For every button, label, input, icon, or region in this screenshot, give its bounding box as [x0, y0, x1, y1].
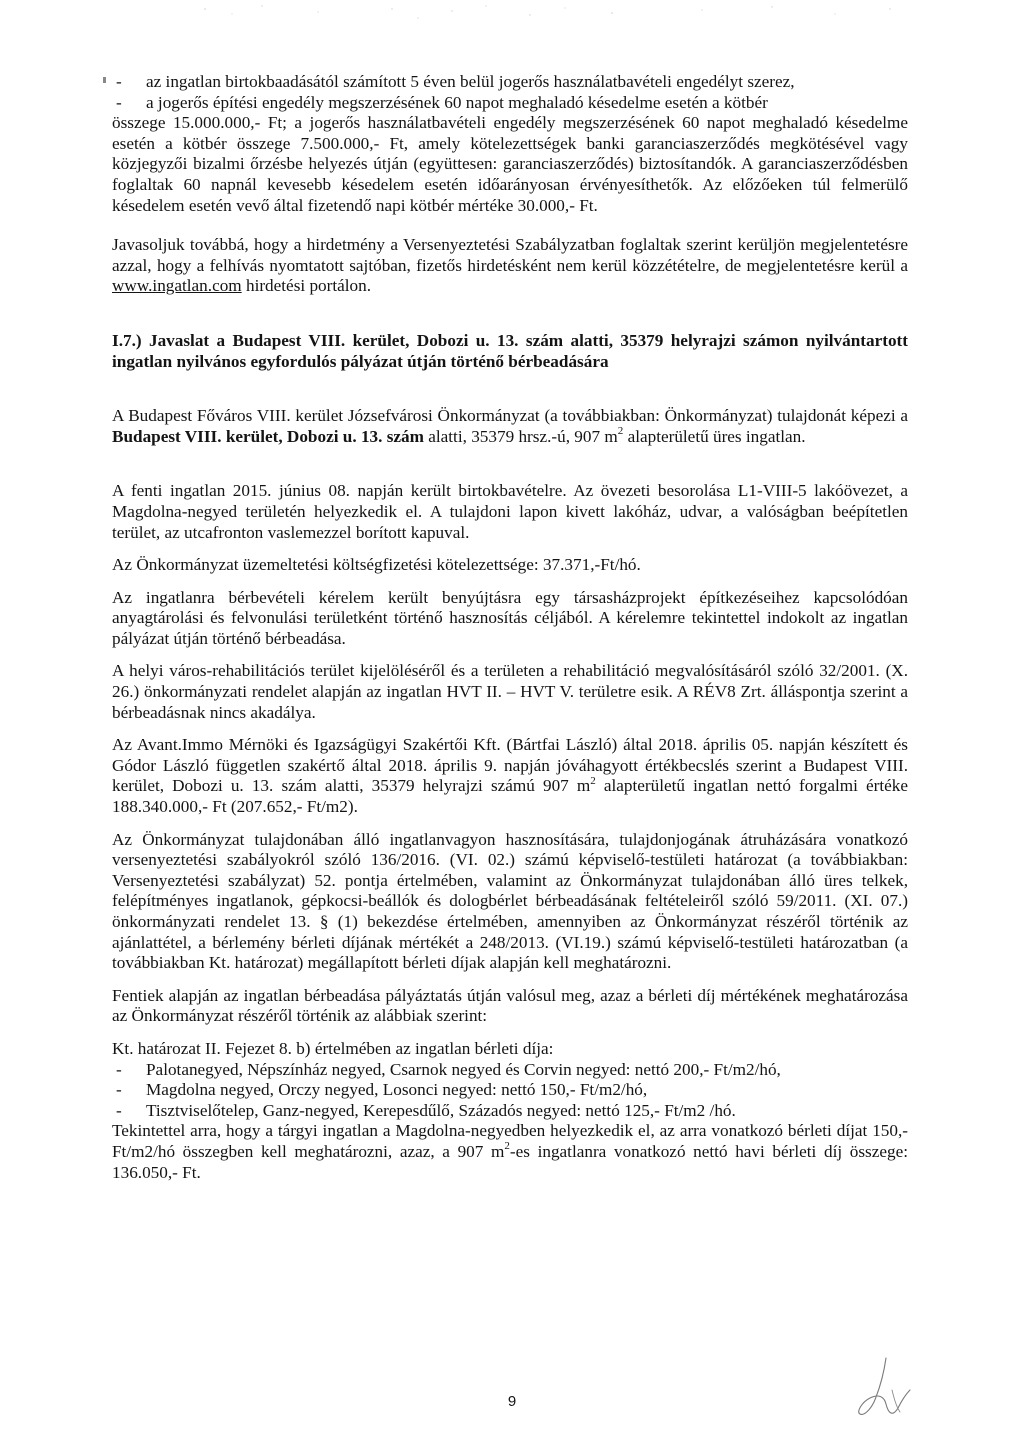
superscript: 2: [504, 1140, 510, 1153]
possession-paragraph: A fenti ingatlan 2015. június 08. napján került birtokbavételre. Az övezeti besorolása L1-VIII-5 lakóövezet, a Magdolna-negyed területén helyezkedik el. A tulajdoni lapon kivett lakóház, udvar, a valóságban beépítetlen terület, az utcafronton vaslemezzel borított kapuval.: [112, 481, 908, 542]
list-item-text: a jogerős építési engedély megszerzésének 60 napot meghaladó késedelme esetén a kötbér: [146, 92, 768, 112]
dash-bullet: -: [116, 1100, 122, 1120]
rent-list-item: [112, 1060, 908, 1081]
rules-paragraph: Az Önkormányzat tulajdonában álló ingatlanvagyon hasznosítására, tulajdonjogának átruházására vonatkozó versenyeztetési szabályokról szóló 136/2016. (VI. 02.) számú képviselő-testületi határozat (a továbbiakban: Versenyeztetési szabályzat) 52. pontja értelmében, valamint az Önkormányzat tulajdonában álló üres telkek, felépítményes ingatlanok, gépkocsi-beállók és dologbérlet bérbeadásának feltételeiről szóló 59/2011. (XI. 07.) önkormányzati rendelet 13. § (1) bekezdése értelmében, amennyiben az Önkormányzat részéről történik az ajánlattétel, a bérlemény bérleti díjának mértékét a 248/2013. (VI.19.) számú képviselő-testületi határozatban (a továbbiakban Kt. határozat) megállapított bérleti díjak alapján kell meghatározni.: [112, 829, 908, 973]
portal-link[interactable]: www.ingatlan.com: [112, 276, 242, 296]
owner-paragraph: [112, 406, 908, 447]
list-item-text: az ingatlan birtokbaadásától számított 5 éven belül jogerős használatbavételi engedélyt szerez,: [146, 72, 795, 91]
rent-list-item: [112, 1101, 908, 1122]
address-bold: Budapest VIII. kerület, Dobozi u. 13. szám: [112, 426, 424, 446]
text-span: alatti, 35379 hrsz.-ú, 907 m: [423, 426, 618, 446]
text-span: A Budapest Főváros VIII. kerület Józsefvárosi Önkormányzat (a továbbiakban: Önkormányzat) tulajdonát képezi a: [112, 406, 908, 426]
text-span: alapterületű ingatlan nettó forgalmi értéke 188.340.000,- Ft (207.652,- Ft/m2).: [112, 776, 908, 817]
handwritten-initials-icon: [840, 1350, 920, 1430]
rent-list-item: [112, 1080, 908, 1101]
text-span: hirdetési portálon.: [241, 276, 372, 296]
list-item: [112, 93, 908, 114]
list-item-text: Palotanegyed, Népszínház negyed, Csarnok negyed és Corvin negyed: nettó 200,- Ft/m2/hó,: [146, 1059, 781, 1079]
text-span: Az Avant.Immo Mérnöki és Igazságügyi Szakértői Kft. (Bártfai László) által 2018. április 05. napján készített és Gódor László független szakértő által 2018. április 9. napján jóváhagyott értékbecslés szerint a Budapest VIII. kerület, Dobozi u. 13. szám alatti, 35379 helyrajzi számú 907 m: [112, 735, 908, 796]
text-span: -es ingatlanra vonatkozó nettó havi bérleti díj összege: 136.050,- Ft.: [112, 1141, 908, 1182]
fentiek-paragraph: Fentiek alapján az ingatlan bérbeadása pályáztatás útján valósul meg, azaz a bérleti díj mértékének meghatározása az Önkormányzat részéről történik az alábbiak szerint:: [112, 985, 908, 1026]
page-number: 9: [507, 1393, 517, 1410]
list-item-text: Magdolna negyed, Orczy negyed, Losonci negyed: nettó 150,- Ft/m2/hó,: [146, 1080, 648, 1100]
rehabilitation-paragraph: A helyi város-rehabilitációs terület kijelöléséről és a területen a rehabilitáció megvalósításáról szóló 32/2001. (X. 26.) önkormányzati rendelet alapján az ingatlan HVT II. – HVT V. területre esik. A RÉV8 Zrt. álláspontja szerint a bérbeadásnak nincs akadálya.: [112, 661, 908, 722]
text-span: Tekintettel arra, hogy a tárgyi ingatlan a Magdolna-negyedben helyezkedik el, az arra vonatkozó bérleti díjat 150,- Ft/m2/hó összegben kell meghatározni, azaz, a 907 m: [112, 1121, 908, 1161]
superscript: 2: [590, 774, 596, 787]
costs-paragraph: Az Önkormányzat üzemeltetési költségfizetési kötelezettsége: 37.371,-Ft/hó.: [112, 555, 641, 575]
scan-noise-decoration: [0, 0, 1024, 30]
conclusion-paragraph: [112, 1121, 908, 1183]
list-item: [112, 72, 908, 93]
dash-bullet: -: [116, 1080, 122, 1100]
publication-paragraph: [112, 235, 908, 297]
document-page: [112, 72, 908, 1183]
dash-bullet: -: [116, 1059, 122, 1079]
penalty-paragraph: összege 15.000.000,- Ft; a jogerős használatbavételi engedély megszerzésének 60 napot meghaladó késedelme esetén a kötbér összege 7.500.000,- Ft, amely kötelezettségek banki garanciaszerződés megkötésével vagy közjegyzői bizalmi őrzésbe helyezés útján (együttesen: garanciaszerződés) biztosítandók. A garanciaszerződésben foglaltak 60 napnál kevesebb késedelem esetén időarányosan érvényesíthetők. Az előzőeken túl felmerülő késedelem esetén vevő által fizetendő napi kötbér mértéke 30.000,- Ft.: [112, 113, 908, 215]
superscript: 2: [617, 424, 624, 437]
valuation-paragraph: [112, 735, 908, 817]
scan-mark: [103, 77, 106, 83]
text-span: alapterületű üres ingatlan.: [623, 426, 806, 446]
dash-bullet: -: [116, 92, 122, 112]
section-heading: I.7.) Javaslat a Budapest VIII. kerület, Dobozi u. 13. szám alatti, 35379 helyrajzi számon nyilvántartott ingatlan nyilvános egyfordulós pályázat útján történő bérbeadására: [112, 330, 908, 371]
kt-intro: Kt. határozat II. Fejezet 8. b) értelmében az ingatlan bérleti díja:: [112, 1038, 554, 1058]
dash-bullet: -: [116, 72, 122, 91]
text-span: Javasoljuk továbbá, hogy a hirdetmény a Versenyeztetési Szabályzatban foglaltak szerint kerüljön megjelentetésre azzal, hogy a felhívás nyomtatott sajtóban, fizetős hirdetésként nem kerül közzétételre, de megjelentetésre kerül a: [112, 235, 908, 275]
request-paragraph: Az ingatlanra bérbevételi kérelem került benyújtásra egy társasházprojekt építkezéseihez kapcsolódóan anyagtárolási és felvonulási területként történő hasznosítás céljából. A kérelemre tekintettel indokolt az ingatlan pályázat útján történő bérbeadása.: [112, 587, 908, 648]
list-item-text: Tisztviselőtelep, Ganz-negyed, Kerepesdűlő, Századós negyed: nettó 125,- Ft/m2 /hó.: [146, 1100, 736, 1120]
